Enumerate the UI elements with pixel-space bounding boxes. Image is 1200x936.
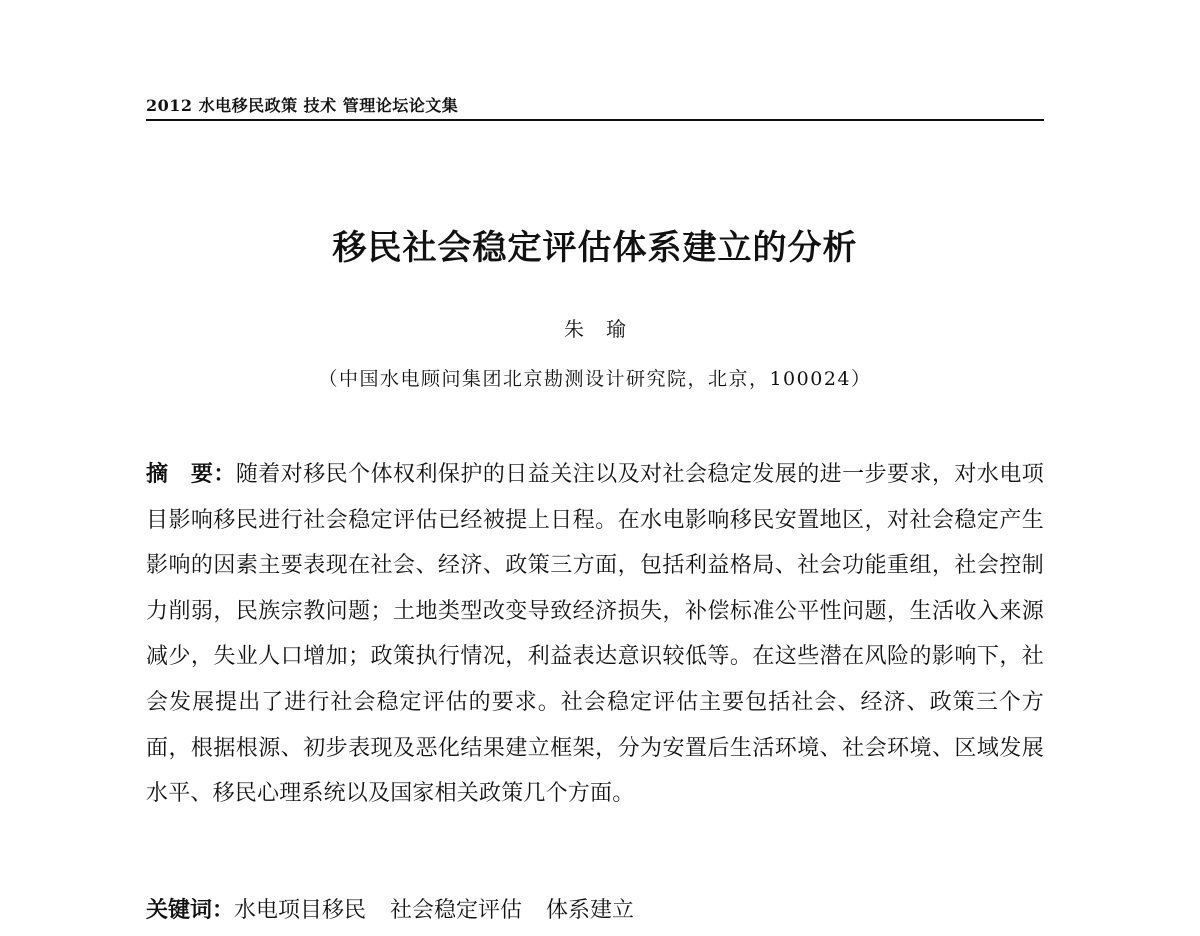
abstract-label: 摘 要： [146, 461, 236, 487]
abstract [146, 452, 1044, 817]
keyword-item: 体系建立 [546, 898, 635, 923]
running-header [146, 95, 1044, 121]
keywords [146, 890, 1044, 931]
keyword-item: 水电项目移民 [234, 898, 367, 923]
paper-title: 移民社会稳定评估体系建立的分析 [332, 228, 858, 268]
keywords-label: 关键词： [146, 897, 235, 923]
abstract-text: 随着对移民个体权利保护的日益关注以及对社会稳定发展的进一步要求，对水电项目影响移民进行社会稳定评估已经被提上日程。在水电影响移民安置地区，对社会稳定产生影响的因素主要表现在社会、经济、政策三方面，包括利益格局、社会功能重组，社会控制力削弱，民族宗教问题；土地类型改变导致经济损失，补偿标准公平性问题，生活收入来源减少，失业人口增加；政策执行情况，利益表达意识较低等。在这些潜在风险的影响下，社会发展提出了进行社会稳定评估的要求。社会稳定评估主要包括社会、经济、政策三个方面，根据根源、初步表现及恶化结果建立框架，分为安置后生活环境、社会环境、区域发展水平、移民心理系统以及国家相关政策几个方面。 [146, 462, 1044, 807]
keyword-item: 社会稳定评估 [390, 898, 523, 923]
author-name: 朱瑜 [564, 317, 648, 341]
author-affiliation: （中国水电顾问集团北京勘测设计研究院，北京，100024） [318, 368, 872, 390]
running-header-title: 2012 水电移民政策 技术 管理论坛论文集 [146, 96, 459, 115]
